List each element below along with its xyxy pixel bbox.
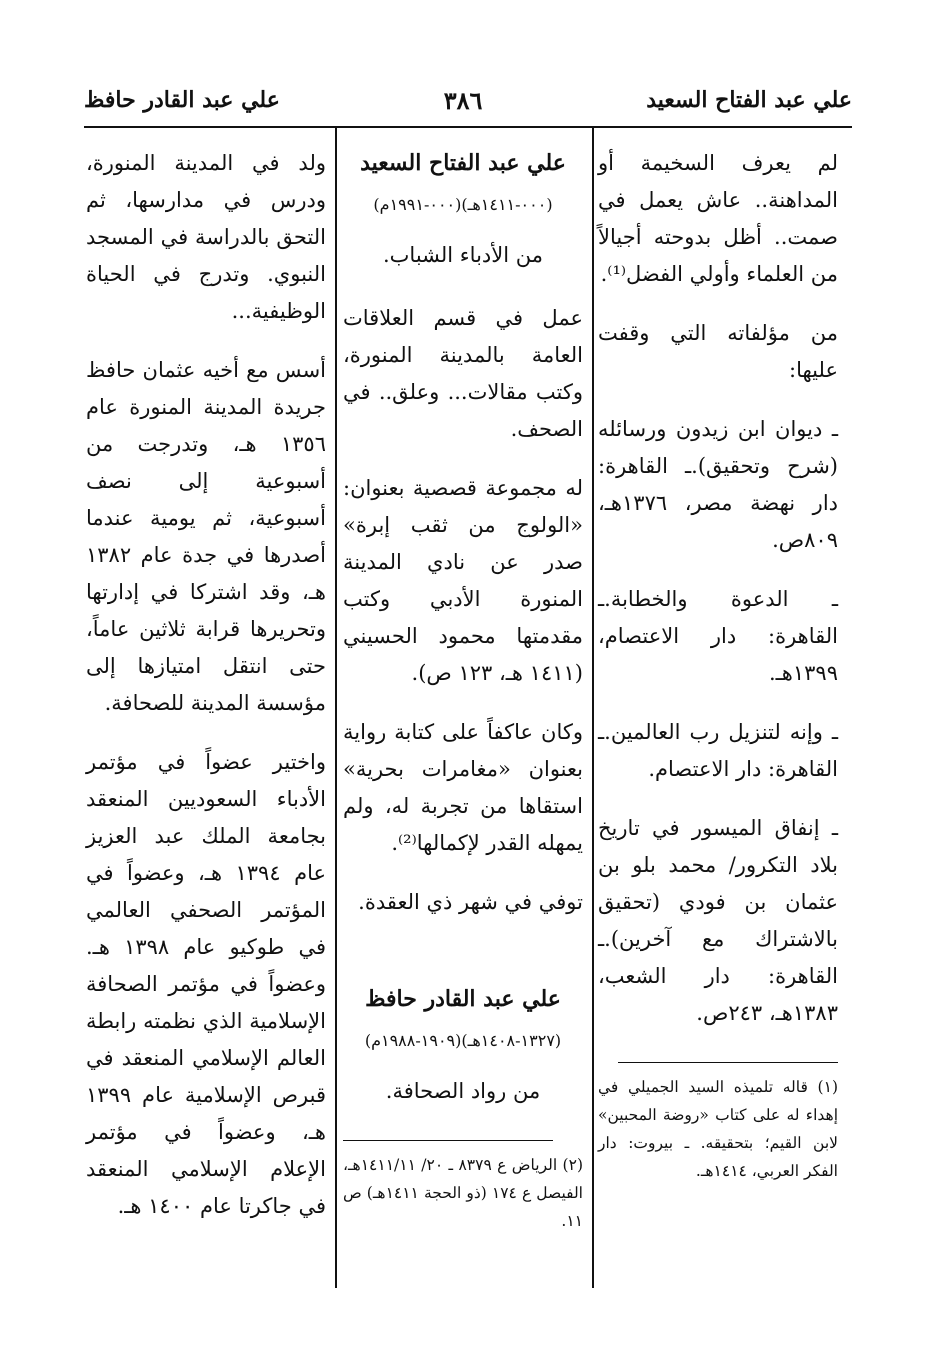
entry-gap — [343, 943, 583, 981]
page-number: ٣٨٦ — [443, 85, 483, 115]
paragraph: واختير عضواً في مؤتمر الأدباء السعوديين المنعقد بجامعة الملك عبد العزيز عام ١٣٩٤ هـ، وعضواً في المؤتمر الصحفي العالمي في طوكيو عام ١٣٩٨ هـ. وعضواً في مؤتمر الصحافة الإسلامية الذي نظمته رابطة العالم الإسلامي المنعقد في قبرص الإسلامية عام ١٣٩٩ هـ، وعضواً في مؤتمر الإعلام الإسلامي المنعقد في جاكرتا عام ١٤٠٠ هـ. — [86, 750, 326, 1218]
header-rule — [84, 126, 852, 128]
entry-description: من الأدباء الشباب. — [382, 243, 543, 267]
paragraph: لم يعرف السخيمة أو المداهنة.. عاش يعمل في صمت.. أظل بدوحته أجيالاً من العلماء وأولي الفضل⁽¹⁾. — [598, 151, 838, 286]
column-left — [86, 145, 326, 1247]
running-header — [84, 80, 852, 120]
column-divider-left — [335, 128, 337, 1288]
entry-dates: (١٣٢٧-١٤٠٨هـ)(١٩٠٩-١٩٨٨م) — [364, 1031, 562, 1050]
header-right-name: علي عبد الفتاح السعيد — [646, 87, 852, 113]
works-item: ـ إنفاق الميسور في تاريخ بلاد التكرور/ محمد بلو بن عثمان بن فودي (تحقيق بالاشتراك مع آخرين).ـ القاهرة: دار الشعب، ١٣٨٣هـ، ٢٤٣ص. — [598, 816, 838, 1025]
column-middle — [343, 145, 583, 1257]
paragraph: له مجموعة قصصية بعنوان: «الولوج من ثقب إبرة» صدر عن نادي المدينة المنورة الأدبي وكتب مقدمتها محمود الحسيني (١٤١١ هـ، ١٢٣ ص). — [343, 476, 583, 685]
entry-title: علي عبد الفتاح السعيد — [360, 150, 566, 176]
works-item: ـ الدعوة والخطابة.ـ القاهرة: دار الاعتصام، ١٣٩٩هـ. — [598, 587, 838, 685]
paragraph: من مؤلفاته التي وقفت عليها: — [598, 321, 838, 382]
entry-title: علي عبد القادر حافظ — [365, 986, 561, 1012]
footnote: (١) قاله تلميذه السيد الجميلي في إهداء له على كتاب «روضة المحبين» لابن القيم؛ بتحقيقه. ـ بيروت: دار الفكر العربي، ١٤١٤هـ. — [598, 1078, 838, 1180]
column-right — [598, 145, 838, 1207]
paragraph: توفي في شهر ذي العقدة. — [358, 890, 583, 914]
paragraph: عمل في قسم العلاقات العامة بالمدينة المنورة، وكتب مقالات... وعلق.. في الصحف. — [343, 306, 583, 441]
paragraph: ولد في المدينة المنورة، ودرس في مدارسها، ثم التحق بالدراسة في المسجد النبوي. وتدرج في الحياة الوظيفية... — [86, 151, 326, 323]
paragraph: وكان عاكفاً على كتابة رواية بعنوان «مغامرات بحرية» استقاها من تجربة له، ولم يمهله القدر لإكمالها⁽²⁾. — [343, 720, 583, 855]
works-item: ـ وإنه لتنزيل رب العالمين.ـ القاهرة: دار الاعتصام. — [598, 720, 838, 781]
header-left-name: علي عبد القادر حافظ — [84, 87, 280, 113]
entry-dates: (٠٠٠-١٤١١هـ)(٠٠٠-١٩٩١م) — [373, 195, 553, 214]
column-divider-right — [592, 128, 594, 1288]
footnote-rule — [343, 1140, 553, 1141]
entry-description: من رواد الصحافة. — [385, 1079, 541, 1103]
works-item: ـ ديوان ابن زيدون ورسائله (شرح وتحقيق).ـ القاهرة: دار نهضة مصر، ١٣٧٦هـ، ٨٠٩ص. — [598, 417, 838, 552]
footnote-rule — [618, 1062, 838, 1063]
paragraph: أسس مع أخيه عثمان حافظ جريدة المدينة المنورة عام ١٣٥٦ هـ، وتدرجت من أسبوعية إلى نصف أسبوعية، ثم يومية عندما أصدرها في جدة عام ١٣٨٢ هـ، وقد اشتركا في إدارتها وتحريرها قرابة ثلاثين عاماً، حتى انتقل امتيازها إلى مؤسسة المدينة للصحافة. — [86, 358, 326, 715]
footnote: (٢) الرياض ع ٨٣٧٩ ـ ٢٠/ ١٤١١/١١هـ، الفيصل ع ١٧٤ (ذو الحجة ١٤١١هـ) ص ١١. — [343, 1156, 583, 1230]
